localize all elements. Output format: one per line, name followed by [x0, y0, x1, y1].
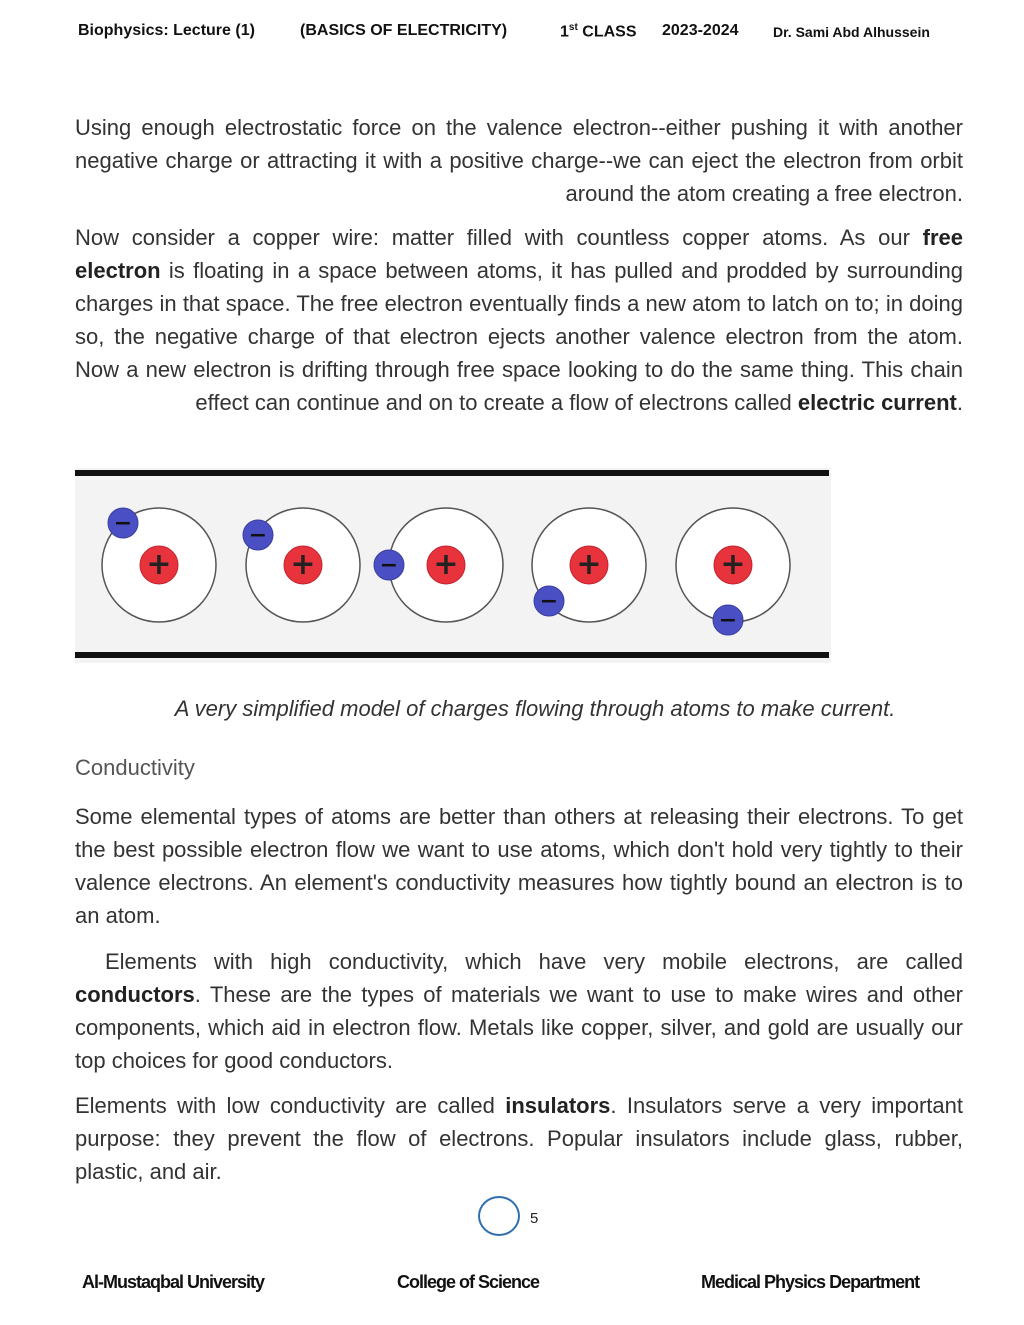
electron-symbol: − — [113, 511, 133, 536]
proton-symbol: + — [146, 547, 172, 582]
header-class — [560, 22, 636, 41]
proton-symbol: + — [720, 547, 746, 582]
figure-caption: A very simplified model of charges flowing through atoms to make current. — [174, 696, 896, 721]
p3-text-2: . Insulators serve a very important purpose: they prevent the flow of electrons. Popular insulators include glass, rubber, plastic, and air. — [75, 1093, 964, 1184]
para2-text-3: . — [956, 390, 963, 415]
header-class-label: CLASS — [577, 23, 637, 41]
para2-text-2: is floating in a space between atoms, it has pulled and prodded by surrounding charges in that space. The free electron eventually finds a new atom to latch on to; in doing so, the negative charge of that electron ejects another valence electron from the atom. Now a new electron is drifting through free space looking to do the same thing. This chain effect can continue and on to create a flow of electrons called — [75, 258, 963, 415]
paragraph-conductivity-intro: Some elemental types of atoms are better than others at releasing their electrons. To get the best possible electron flow we want to use atoms, which don't hold very tightly to their valence electrons. An element's conductivity measures how tightly bound an electron is to an atom. — [75, 804, 963, 928]
header-course: Biophysics: Lecture (1) — [78, 22, 255, 39]
electron-symbol: − — [539, 589, 559, 614]
paragraph-insulators — [75, 1089, 963, 1188]
paragraph-valence-electron: Using enough electrostatic force on the valence electron--either pushing it with another negative charge or attracting it with a positive charge--we can eject the electron from orbit around the atom creating a free electron. — [75, 115, 963, 206]
paragraph-conductors — [75, 945, 963, 1077]
proton-symbol: + — [433, 547, 459, 582]
p2-text-1: Elements with high conductivity, which have very mobile electrons, are called — [105, 949, 963, 974]
section-heading-conductivity: Conductivity — [75, 755, 195, 780]
page-number-badge — [478, 1196, 558, 1240]
p2-text-2: . These are the types of materials we want to use to make wires and other components, which aid in electron flow. Metals like copper, silver, and gold are usually our top choices for good conductors. — [75, 982, 963, 1073]
header-topic: (BASICS OF ELECTRICITY) — [300, 22, 508, 39]
header-year: 2023-2024 — [662, 22, 739, 39]
proton-symbol: + — [290, 547, 316, 582]
page-number-circle-icon — [478, 1196, 520, 1236]
footer-department: Medical Physics Department — [701, 1272, 920, 1292]
term-free-electron: free electron — [75, 225, 963, 283]
header-class-sup: st — [568, 22, 578, 33]
proton-symbol: + — [576, 547, 602, 582]
header-author: Dr. Sami Abd Alhussein — [773, 24, 930, 40]
wire-bottom — [75, 652, 829, 658]
page-number: 5 — [530, 1210, 539, 1227]
p3-text-1: Elements with low conductivity are called — [75, 1093, 506, 1118]
electron-symbol: − — [718, 608, 738, 633]
electron-symbol: − — [379, 553, 399, 578]
header-class-num: 1 — [560, 23, 569, 41]
para2-text-1: Now consider a copper wire: matter filled with countless copper atoms. As our — [75, 225, 923, 250]
footer-college: College of Science — [397, 1272, 540, 1292]
wire-top — [75, 470, 829, 476]
term-insulators: insulators — [505, 1093, 611, 1118]
paragraph-copper-wire — [75, 221, 963, 419]
term-electric-current: electric current — [797, 390, 957, 415]
electron-symbol: − — [248, 523, 268, 548]
atom-flow-figure — [75, 468, 831, 663]
footer-university: Al-Mustaqbal University — [82, 1272, 265, 1292]
term-conductors: conductors — [75, 982, 195, 1007]
page-header — [0, 22, 1024, 46]
